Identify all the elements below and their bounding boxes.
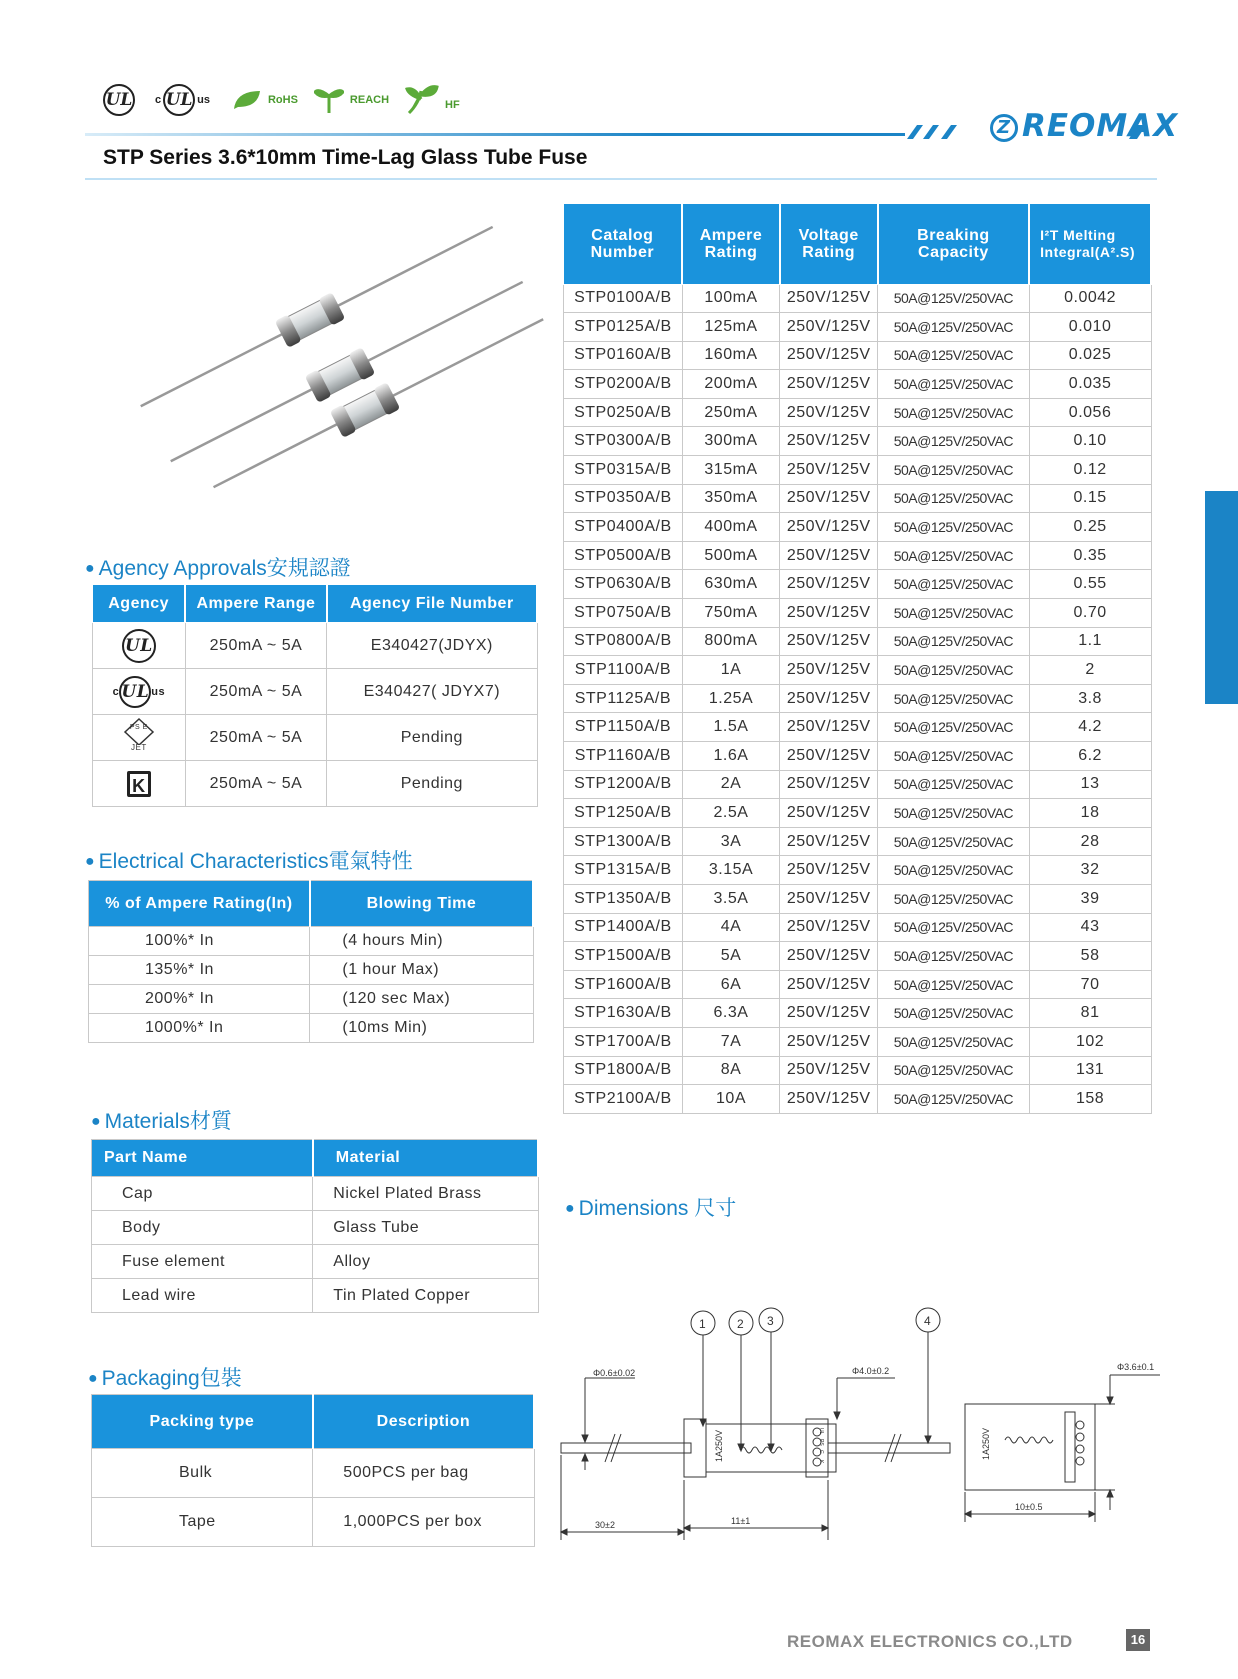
- spec-table: [563, 204, 1152, 1114]
- breaking-cell: 50A@125V/250VAC: [878, 856, 1030, 885]
- catalog-number-cell: STP1315A/B: [564, 856, 683, 885]
- catalog-number-cell: STP0250A/B: [564, 398, 683, 427]
- agency-heading: ● Agency Approvals安規認證: [85, 557, 351, 580]
- i2t-cell: 58: [1029, 942, 1151, 971]
- voltage-cell: 250V/125V: [780, 370, 878, 399]
- ampere-cell: 100mA: [682, 284, 780, 313]
- voltage-cell: 250V/125V: [780, 827, 878, 856]
- body-diameter-label: Φ3.6±0.1: [1117, 1362, 1155, 1372]
- agency-file: E340427(JDYX): [327, 623, 537, 669]
- breaking-cell: 50A@125V/250VAC: [878, 370, 1030, 399]
- agency-file: Pending: [327, 715, 537, 761]
- packaging-heading: ● Packaging包裝: [88, 1367, 242, 1390]
- spec-row: [564, 427, 1152, 456]
- catalog-number-cell: STP0100A/B: [564, 284, 683, 313]
- catalog-number-cell: STP1200A/B: [564, 770, 683, 799]
- catalog-number-cell: STP0160A/B: [564, 341, 683, 370]
- i2t-cell: 0.35: [1029, 541, 1151, 570]
- spec-row: [564, 999, 1152, 1028]
- catalog-number-cell: STP0315A/B: [564, 456, 683, 485]
- spec-row: [564, 456, 1152, 485]
- kc-icon: K: [127, 771, 151, 797]
- col-breaking-capacity: Breaking Capacity: [878, 204, 1030, 284]
- page-title: STP Series 3.6*10mm Time-Lag Glass Tube Fuse: [103, 146, 588, 169]
- catalog-number-cell: STP0630A/B: [564, 570, 683, 599]
- catalog-number-cell: STP0300A/B: [564, 427, 683, 456]
- col-i2t-integral: I²T Melting Integral(A².S): [1029, 204, 1151, 284]
- catalog-number-cell: STP2100A/B: [564, 1085, 683, 1114]
- spec-row: [564, 684, 1152, 713]
- ampere-cell: 5A: [682, 942, 780, 971]
- agency-file: Pending: [327, 761, 537, 807]
- cap-mark-k: K: [818, 1460, 824, 1464]
- callout-4: 4: [924, 1314, 931, 1328]
- voltage-cell: 250V/125V: [780, 656, 878, 685]
- breaking-cell: 50A@125V/250VAC: [878, 484, 1030, 513]
- breaking-cell: 50A@125V/250VAC: [878, 541, 1030, 570]
- breaking-cell: 50A@125V/250VAC: [878, 742, 1030, 771]
- ampere-cell: 10A: [682, 1085, 780, 1114]
- spec-row: [564, 341, 1152, 370]
- voltage-cell: 250V/125V: [780, 884, 878, 913]
- mat-col-material: Material: [313, 1140, 538, 1177]
- breaking-cell: 50A@125V/250VAC: [878, 599, 1030, 628]
- voltage-cell: 250V/125V: [780, 341, 878, 370]
- agency-range: 250mA ~ 5A: [185, 669, 326, 715]
- pack-type-cell: Bulk: [92, 1449, 313, 1498]
- material-row: [92, 1245, 539, 1279]
- ampere-cell: 2.5A: [682, 799, 780, 828]
- cap-diameter-label: Φ4.0±0.2: [852, 1366, 890, 1376]
- i2t-cell: 28: [1029, 827, 1151, 856]
- electrical-row: [89, 927, 534, 956]
- ampere-cell: 160mA: [682, 341, 780, 370]
- header-stripe: [85, 125, 1145, 141]
- ampere-cell: 6A: [682, 970, 780, 999]
- elec-col-rating: % of Ampere Rating(In): [89, 881, 310, 927]
- spec-row: [564, 398, 1152, 427]
- voltage-cell: 250V/125V: [780, 1085, 878, 1114]
- packaging-table: [91, 1394, 535, 1547]
- ampere-cell: 3A: [682, 827, 780, 856]
- fuse-2: [164, 269, 530, 475]
- voltage-cell: 250V/125V: [780, 427, 878, 456]
- mat-material-cell: Alloy: [313, 1245, 538, 1279]
- agency-row: [93, 669, 538, 715]
- ampere-cell: 2A: [682, 770, 780, 799]
- mat-part-cell: Body: [92, 1211, 313, 1245]
- breaking-cell: 50A@125V/250VAC: [878, 284, 1030, 313]
- voltage-cell: 250V/125V: [780, 627, 878, 656]
- catalog-number-cell: STP1800A/B: [564, 1056, 683, 1085]
- ampere-cell: 400mA: [682, 513, 780, 542]
- agency-col-range: Ampere Range: [185, 585, 326, 623]
- cap-mark-ps: PS: [818, 1439, 824, 1446]
- i2t-cell: 0.035: [1029, 370, 1151, 399]
- catalog-number-cell: STP1160A/B: [564, 742, 683, 771]
- i2t-cell: 0.056: [1029, 398, 1151, 427]
- i2t-cell: 158: [1029, 1085, 1151, 1114]
- electrical-row: [89, 1014, 534, 1043]
- spec-row: [564, 570, 1152, 599]
- elec-time-cell: (1 hour Max): [310, 956, 533, 985]
- ampere-cell: 300mA: [682, 427, 780, 456]
- catalog-number-cell: STP1100A/B: [564, 656, 683, 685]
- catalog-number-cell: STP1125A/B: [564, 684, 683, 713]
- agency-table: [92, 584, 538, 807]
- cul-us-mark: us: [197, 94, 210, 106]
- agency-col-file: Agency File Number: [327, 585, 537, 623]
- spec-row: [564, 313, 1152, 342]
- elec-rating-cell: 200%* In: [89, 985, 310, 1014]
- catalog-number-cell: STP0800A/B: [564, 627, 683, 656]
- catalog-number-cell: STP0125A/B: [564, 313, 683, 342]
- mat-material-cell: Nickel Plated Brass: [313, 1177, 538, 1211]
- cap-mark-ul: UL: [818, 1428, 824, 1435]
- pack-col-type: Packing type: [92, 1395, 313, 1449]
- ampere-cell: 4A: [682, 913, 780, 942]
- title-rule: [85, 178, 1157, 180]
- spec-row: [564, 284, 1152, 313]
- i2t-cell: 0.10: [1029, 427, 1151, 456]
- spec-row: [564, 1027, 1152, 1056]
- elec-time-cell: (10ms Min): [310, 1014, 533, 1043]
- voltage-cell: 250V/125V: [780, 313, 878, 342]
- ampere-cell: 8A: [682, 1056, 780, 1085]
- agency-range: 250mA ~ 5A: [185, 761, 326, 807]
- breaking-cell: 50A@125V/250VAC: [878, 942, 1030, 971]
- spec-row: [564, 884, 1152, 913]
- i2t-cell: 0.010: [1029, 313, 1151, 342]
- spec-row: [564, 1085, 1152, 1114]
- catalog-number-cell: STP1630A/B: [564, 999, 683, 1028]
- reach-label: REACH: [349, 94, 390, 106]
- voltage-cell: 250V/125V: [780, 541, 878, 570]
- footer-company: REOMAX ELECTRONICS CO.,LTD: [787, 1632, 1073, 1651]
- pack-type-cell: Tape: [92, 1498, 313, 1547]
- i2t-cell: 32: [1029, 856, 1151, 885]
- voltage-cell: 250V/125V: [780, 799, 878, 828]
- i2t-cell: 0.55: [1029, 570, 1151, 599]
- i2t-cell: 131: [1029, 1056, 1151, 1085]
- spec-row: [564, 370, 1152, 399]
- i2t-cell: 43: [1029, 913, 1151, 942]
- breaking-cell: 50A@125V/250VAC: [878, 799, 1030, 828]
- breaking-cell: 50A@125V/250VAC: [878, 313, 1030, 342]
- agency-range: 250mA ~ 5A: [185, 623, 326, 669]
- catalog-number-cell: STP1500A/B: [564, 942, 683, 971]
- i2t-cell: 0.25: [1029, 513, 1151, 542]
- ampere-cell: 125mA: [682, 313, 780, 342]
- ampere-cell: 1A: [682, 656, 780, 685]
- voltage-cell: 250V/125V: [780, 1056, 878, 1085]
- spec-row: [564, 627, 1152, 656]
- mat-part-cell: Cap: [92, 1177, 313, 1211]
- mat-material-cell: Glass Tube: [313, 1211, 538, 1245]
- breaking-cell: 50A@125V/250VAC: [878, 1085, 1030, 1114]
- hf-label: HF: [445, 99, 460, 111]
- col-catalog-number: Catalog Number: [564, 204, 683, 284]
- voltage-cell: 250V/125V: [780, 513, 878, 542]
- cul-cert-icon: UL: [163, 84, 195, 116]
- voltage-cell: 250V/125V: [780, 284, 878, 313]
- elec-rating-cell: 100%* In: [89, 927, 310, 956]
- catalog-number-cell: STP0350A/B: [564, 484, 683, 513]
- voltage-cell: 250V/125V: [780, 456, 878, 485]
- ampere-cell: 3.5A: [682, 884, 780, 913]
- ampere-cell: 750mA: [682, 599, 780, 628]
- col-ampere-rating: Ampere Rating: [682, 204, 780, 284]
- ul-icon: UL: [122, 629, 156, 663]
- certification-logos: [103, 80, 460, 120]
- ampere-cell: 250mA: [682, 398, 780, 427]
- i2t-cell: 18: [1029, 799, 1151, 828]
- breaking-cell: 50A@125V/250VAC: [878, 627, 1030, 656]
- breaking-cell: 50A@125V/250VAC: [878, 570, 1030, 599]
- i2t-cell: 0.12: [1029, 456, 1151, 485]
- col-voltage-rating: Voltage Rating: [780, 204, 878, 284]
- voltage-cell: 250V/125V: [780, 713, 878, 742]
- rohs-label: RoHS: [267, 94, 298, 106]
- voltage-cell: 250V/125V: [780, 742, 878, 771]
- ampere-cell: 500mA: [682, 541, 780, 570]
- breaking-cell: 50A@125V/250VAC: [878, 1027, 1030, 1056]
- i2t-cell: 1.1: [1029, 627, 1151, 656]
- spec-row: [564, 913, 1152, 942]
- agency-row: [93, 761, 538, 807]
- fuse-product-photo: [80, 225, 545, 530]
- lead-diameter-label: Φ0.6±0.02: [593, 1368, 636, 1378]
- spec-row: [564, 599, 1152, 628]
- breaking-cell: 50A@125V/250VAC: [878, 513, 1030, 542]
- ampere-cell: 350mA: [682, 484, 780, 513]
- voltage-cell: 250V/125V: [780, 398, 878, 427]
- agency-row: [93, 623, 538, 669]
- spec-row: [564, 541, 1152, 570]
- lead-length-label: 30±2: [595, 1520, 615, 1530]
- dimension-drawing: [555, 1300, 1170, 1550]
- elec-rating-cell: 135%* In: [89, 956, 310, 985]
- breaking-cell: 50A@125V/250VAC: [878, 656, 1030, 685]
- rohs-leaf-icon: [232, 89, 262, 111]
- overall-length-label: 11±1: [731, 1516, 751, 1526]
- breaking-cell: 50A@125V/250VAC: [878, 770, 1030, 799]
- breaking-cell: 50A@125V/250VAC: [878, 398, 1030, 427]
- spec-row: [564, 942, 1152, 971]
- voltage-cell: 250V/125V: [780, 684, 878, 713]
- catalog-number-cell: STP0200A/B: [564, 370, 683, 399]
- packaging-header-row: [92, 1395, 535, 1449]
- packaging-row: [92, 1449, 535, 1498]
- fuse-marking-label-2: 1A250V: [981, 1427, 991, 1460]
- spec-row: [564, 513, 1152, 542]
- i2t-cell: 102: [1029, 1027, 1151, 1056]
- catalog-number-cell: STP0750A/B: [564, 599, 683, 628]
- callout-2: 2: [737, 1317, 744, 1331]
- i2t-cell: 39: [1029, 884, 1151, 913]
- i2t-cell: 2: [1029, 656, 1151, 685]
- agency-range: 250mA ~ 5A: [185, 715, 326, 761]
- materials-heading: ● Materials材質: [91, 1110, 232, 1133]
- electrical-row: [89, 985, 534, 1014]
- ampere-cell: 800mA: [682, 627, 780, 656]
- ampere-cell: 630mA: [682, 570, 780, 599]
- ampere-cell: 315mA: [682, 456, 780, 485]
- cap-mark-c: C: [818, 1450, 824, 1454]
- voltage-cell: 250V/125V: [780, 770, 878, 799]
- ampere-cell: 1.5A: [682, 713, 780, 742]
- catalog-number-cell: STP1700A/B: [564, 1027, 683, 1056]
- electrical-table: [88, 880, 534, 1043]
- fuse-3: [207, 306, 545, 501]
- breaking-cell: 50A@125V/250VAC: [878, 913, 1030, 942]
- spec-row: [564, 1056, 1152, 1085]
- electrical-heading: ● Electrical Characteristics電氣特性: [85, 850, 413, 873]
- spec-row: [564, 742, 1152, 771]
- voltage-cell: 250V/125V: [780, 599, 878, 628]
- i2t-cell: 0.025: [1029, 341, 1151, 370]
- callout-1: 1: [699, 1317, 706, 1331]
- ampere-cell: 200mA: [682, 370, 780, 399]
- catalog-number-cell: STP0400A/B: [564, 513, 683, 542]
- catalog-number-cell: STP1350A/B: [564, 884, 683, 913]
- spec-row: [564, 856, 1152, 885]
- material-row: [92, 1279, 539, 1313]
- agency-file: E340427( JDYX7): [327, 669, 537, 715]
- i2t-cell: 4.2: [1029, 713, 1151, 742]
- breaking-cell: 50A@125V/250VAC: [878, 684, 1030, 713]
- callout-3: 3: [767, 1314, 774, 1328]
- agency-col-agency: Agency: [93, 585, 186, 623]
- reach-leaf-icon: [314, 86, 344, 114]
- breaking-cell: 50A@125V/250VAC: [878, 884, 1030, 913]
- voltage-cell: 250V/125V: [780, 570, 878, 599]
- spec-row: [564, 484, 1152, 513]
- material-row: [92, 1211, 539, 1245]
- pack-desc-cell: 500PCS per bag: [313, 1449, 534, 1498]
- catalog-number-cell: STP1300A/B: [564, 827, 683, 856]
- voltage-cell: 250V/125V: [780, 913, 878, 942]
- spec-row: [564, 970, 1152, 999]
- spec-row: [564, 656, 1152, 685]
- ampere-cell: 6.3A: [682, 999, 780, 1028]
- materials-header-row: [92, 1140, 539, 1177]
- i2t-cell: 0.0042: [1029, 284, 1151, 313]
- breaking-cell: 50A@125V/250VAC: [878, 827, 1030, 856]
- pack-desc-cell: 1,000PCS per box: [313, 1498, 534, 1547]
- hf-leaf-icon: [405, 85, 439, 115]
- cul-icon: c UL us: [113, 676, 165, 708]
- spec-row: [564, 770, 1152, 799]
- ampere-cell: 1.25A: [682, 684, 780, 713]
- breaking-cell: 50A@125V/250VAC: [878, 1056, 1030, 1085]
- ampere-cell: 7A: [682, 1027, 780, 1056]
- spec-row: [564, 799, 1152, 828]
- page-number: 16: [1126, 1629, 1150, 1651]
- side-tab: [1205, 491, 1238, 704]
- mat-part-cell: Fuse element: [92, 1245, 313, 1279]
- spec-row: [564, 713, 1152, 742]
- voltage-cell: 250V/125V: [780, 484, 878, 513]
- agency-header-row: [93, 585, 538, 623]
- i2t-cell: 70: [1029, 970, 1151, 999]
- voltage-cell: 250V/125V: [780, 942, 878, 971]
- electrical-row: [89, 956, 534, 985]
- ampere-cell: 3.15A: [682, 856, 780, 885]
- breaking-cell: 50A@125V/250VAC: [878, 427, 1030, 456]
- packaging-row: [92, 1498, 535, 1547]
- catalog-number-cell: STP1150A/B: [564, 713, 683, 742]
- i2t-cell: 0.70: [1029, 599, 1151, 628]
- cul-c-mark: c: [155, 94, 162, 106]
- breaking-cell: 50A@125V/250VAC: [878, 341, 1030, 370]
- spec-header-row: [564, 204, 1152, 284]
- body-length-label: 10±0.5: [1015, 1502, 1043, 1512]
- elec-time-cell: (120 sec Max): [310, 985, 533, 1014]
- breaking-cell: 50A@125V/250VAC: [878, 970, 1030, 999]
- dimensions-heading: ● Dimensions 尺寸: [565, 1197, 737, 1220]
- i2t-cell: 6.2: [1029, 742, 1151, 771]
- catalog-number-cell: STP1400A/B: [564, 913, 683, 942]
- breaking-cell: 50A@125V/250VAC: [878, 713, 1030, 742]
- i2t-cell: 13: [1029, 770, 1151, 799]
- fuse-marking-label: 1A250V: [714, 1429, 724, 1462]
- electrical-header-row: [89, 881, 534, 927]
- catalog-number-cell: STP1250A/B: [564, 799, 683, 828]
- catalog-number-cell: STP0500A/B: [564, 541, 683, 570]
- logo-text: REOMAX: [1022, 108, 1179, 144]
- reomax-logo: [990, 108, 1178, 144]
- breaking-cell: 50A@125V/250VAC: [878, 999, 1030, 1028]
- mat-material-cell: Tin Plated Copper: [313, 1279, 538, 1313]
- pack-col-desc: Description: [313, 1395, 534, 1449]
- catalog-number-cell: STP1600A/B: [564, 970, 683, 999]
- voltage-cell: 250V/125V: [780, 970, 878, 999]
- materials-table: [91, 1139, 539, 1313]
- material-row: [92, 1177, 539, 1211]
- spec-body: [564, 284, 1152, 1113]
- elec-time-cell: (4 hours Min): [310, 927, 533, 956]
- logo-mark: Z: [990, 114, 1018, 142]
- ampere-cell: 1.6A: [682, 742, 780, 771]
- mat-part-cell: Lead wire: [92, 1279, 313, 1313]
- elec-rating-cell: 1000%* In: [89, 1014, 310, 1043]
- voltage-cell: 250V/125V: [780, 1027, 878, 1056]
- pse-icon: PS E JET: [123, 717, 155, 753]
- i2t-cell: 81: [1029, 999, 1151, 1028]
- mat-col-part: Part Name: [92, 1140, 313, 1177]
- i2t-cell: 0.15: [1029, 484, 1151, 513]
- elec-col-time: Blowing Time: [310, 881, 533, 927]
- spec-row: [564, 827, 1152, 856]
- ul-cert-icon: UL: [103, 84, 135, 116]
- voltage-cell: 250V/125V: [780, 999, 878, 1028]
- voltage-cell: 250V/125V: [780, 856, 878, 885]
- breaking-cell: 50A@125V/250VAC: [878, 456, 1030, 485]
- i2t-cell: 3.8: [1029, 684, 1151, 713]
- agency-row: [93, 715, 538, 761]
